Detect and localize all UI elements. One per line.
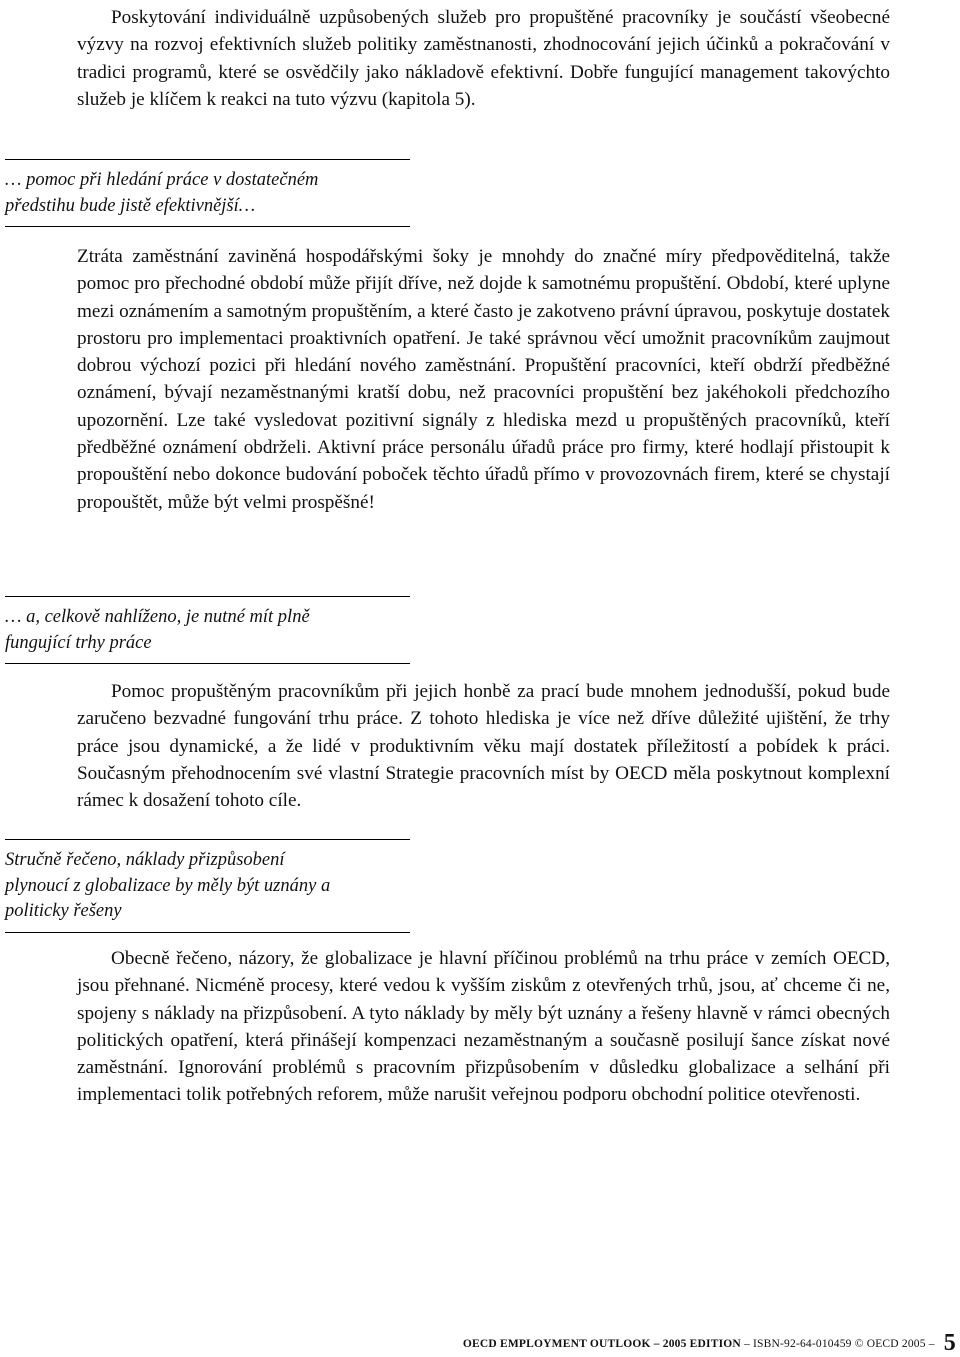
paragraph-globalization: Obecně řečeno, názory, že globalizace je hlavní příčinou problémů na trhu práce v zemích OECD, jsou přehnané. Nicméně procesy, které vedou k vyšším ziskům z otevřených trhů, jsou, ať chceme či ne, spojeny s náklady na přizpůsobení. A tyto náklady by měly být uznány a řešeny hlavně v rámci obecných politických opatření, která přinášejí kompenzaci nezaměstnaným a současně posilují šance získat nové zaměstnání. Ignorování problémů s pracovním přizpůsobením v důsledku globalizace a selhání při implementaci tolik potřebných reforem, může narušit veřejnou podporu obchodní politice otevřenosti. [77, 948, 890, 1106]
page-number: 5 [943, 1330, 956, 1356]
footer-copyright: © OECD 2005 [854, 1338, 926, 1350]
paragraph-labour-market: Pomoc propuštěným pracovníkům při jejich honbě za prací bude mnohem jednodušší, pokud bude zaručeno bezvadné fungování trhu práce. Z tohoto hlediska je více než dříve důležité ujištění, že trhy práce jsou dynamické, a že lidé v produktivním věku mají dostatek příležitostí a pobídek k práci. Současným přehodnocením své vlastní Strategie pracovních míst by OECD měla poskytnout komplexní rámec k dosažení tohoto cíle. [77, 681, 890, 812]
sidenote-globalization [5, 839, 410, 933]
sidenote-line: předstihu bude jistě efektivnější… [5, 195, 256, 216]
sidenote-line: plynoucí z globalizace by měly být uznány a [5, 875, 331, 896]
sidenote-labour-markets [5, 596, 410, 664]
footer-isbn: ISBN-92-64-010459 [753, 1338, 852, 1350]
sidenote-advance-help [5, 159, 410, 227]
paragraph-job-loss: Ztráta zaměstnání zaviněná hospodářskými šoky je mnohdy do značné míry předpověditelná, takže pomoc pro přechodné období může přijít dříve, než dojde k samotnému propuštění. Období, které uplyne mezi oznámením a samotným propuštěním, a které často je zakotveno právní úpravou, poskytuje dostatek prostoru pro implementaci proaktivních opatření. Je také správnou věcí umožnit pracovníkům zaujmout dobrou výchozí pozici při hledání nového zaměstnání. Propuštění pracovníci, kteří obdrží předběžné oznámení, bývají nezaměstnanými kratší dobu, než pracovníci propuštění bez jakéhokoli předchozího upozornění. Lze také vysledovat pozitivní signály z hlediska mezd u propuštěných pracovníků, kteří předběžné oznámení obdrželi. Aktivní práce personálu úřadů práce pro firmy, které hodlají přistoupit k propouštění nebo dokonce budování poboček těchto úřadů přímo v provozovnách firem, které se chystají propouštět, může být velmi prospěšné! [77, 246, 890, 513]
sidenote-line: politicky řešeny [5, 901, 122, 921]
footer-publication-title: OECD EMPLOYMENT OUTLOOK – 2005 EDITION [462, 1338, 741, 1350]
sidenote-line: … a, celkově nahlíženo, je nutné mít plně [5, 607, 310, 627]
footer-separator: – [928, 1338, 935, 1350]
sidenote-line: Stručně řečeno, náklady přizpůsobení [5, 850, 285, 870]
sidenote-line: … pomoc při hledání práce v dostatečném [5, 170, 319, 190]
footer-separator: – [743, 1338, 754, 1350]
sidenote-line: fungující trhy práce [5, 632, 152, 653]
paragraph-intro: Poskytování individuálně uzpůsobených služeb pro propuštěné pracovníky je součástí všeobecné výzvy na rozvoj efektivních služeb politiky zaměstnanosti, zhodnocování jejich účinků a pokračování v tradici programů, které se osvědčily jako nákladově efektivní. Dobře fungující management takovýchto služeb je klíčem k reakci na tuto výzvu (kapitola 5). [77, 7, 890, 110]
